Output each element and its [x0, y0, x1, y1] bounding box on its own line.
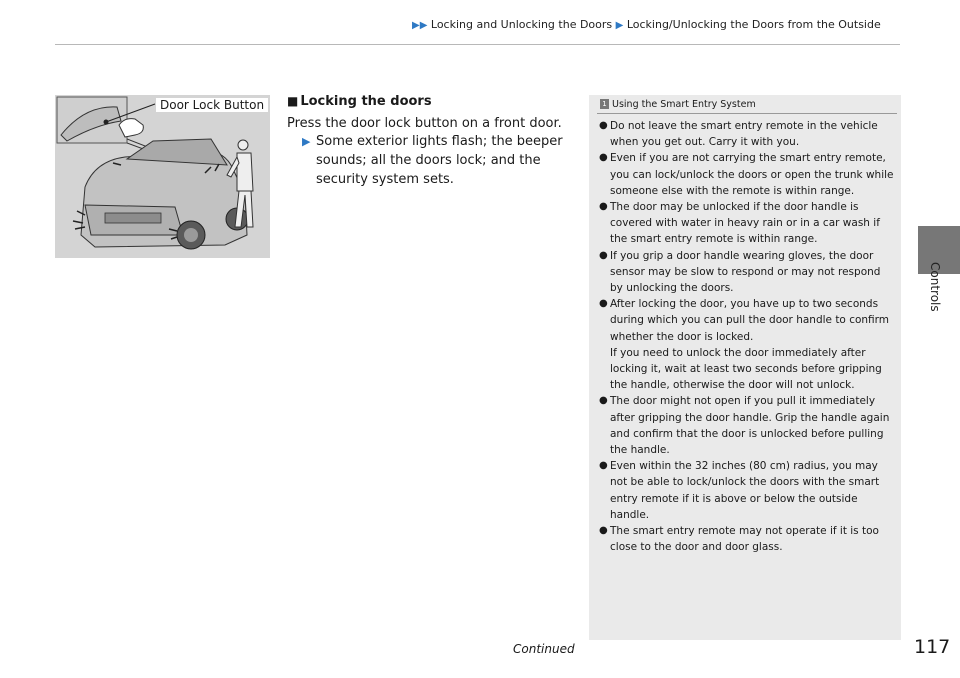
callout-door-lock-button: Door Lock Button	[156, 98, 268, 112]
breadcrumb	[412, 18, 881, 31]
bullet-icon: ●	[599, 525, 608, 537]
bullet-icon: ●	[599, 298, 608, 310]
sidebar-note-list	[598, 118, 896, 555]
list-item: ● If you grip a door handle wearing gloves, the door sensor may be slow to respond or may not respond by unlocking the doors.	[599, 249, 881, 295]
sidebar-divider	[597, 113, 897, 114]
result-text: Some exterior lights flash; the beeper sounds; all the doors lock; and the security system sets.	[316, 134, 563, 187]
bullet-icon: ●	[599, 201, 608, 213]
arrow-icon: ▶	[615, 20, 624, 31]
instruction-text: Press the door lock button on a front door.	[287, 116, 562, 131]
sidebar-title-text: Using the Smart Entry System	[612, 99, 756, 110]
page-number: 117	[914, 636, 951, 658]
list-item: ● The smart entry remote may not operate if it is too close to the door and door glass.	[599, 525, 879, 554]
square-bullet-icon: ■	[287, 94, 299, 108]
list-item: ● The door may be unlocked if the door handle is covered with water in heavy rain or in a car wash if the smart entry remote is within range.	[599, 201, 880, 246]
section-heading	[287, 94, 432, 109]
breadcrumb-item-locking-unlocking[interactable]: Locking and Unlocking the Doors	[430, 18, 613, 31]
bullet-icon: ●	[599, 249, 608, 261]
header-divider	[55, 44, 900, 45]
bullet-icon: ●	[599, 120, 608, 131]
list-item: ● Even within the 32 inches (80 cm) radius, you may not be able to lock/unlock the doors with the smart entry remote if it is above or below the outside handle.	[599, 460, 880, 521]
sidebar-title	[600, 99, 756, 110]
bullet-icon: ●	[599, 460, 608, 472]
bullet-icon: ●	[599, 152, 608, 164]
vehicle-illustration	[55, 95, 270, 258]
breadcrumb-item-from-outside[interactable]: Locking/Unlocking the Doors from the Outside	[626, 18, 881, 31]
continued-label: Continued	[513, 642, 575, 656]
section-heading-text: Locking the doors	[300, 94, 432, 109]
list-item: ● After locking the door, you have up to two seconds during which you can pull the door handle to confirm whether the door is locked. If you need to unlock the door immediately after locking it, wait at least two seconds before gripping the handle, otherwise the door will not unlock.	[598, 296, 896, 393]
result-text-block	[300, 132, 570, 189]
list-item: ● Do not leave the smart entry remote in the vehicle when you get out. Carry it with you.	[599, 120, 878, 149]
illustration-door-lock	[55, 95, 270, 258]
double-arrow-icon: ▶▶	[412, 20, 428, 31]
result-arrow-icon: ▶	[302, 135, 311, 148]
side-tab-text: Controls	[928, 262, 942, 312]
list-item: ● The door might not open if you pull it immediately after gripping the door handle. Grip the handle again and confirm that the door is unlocked before pulling the handle.	[599, 395, 890, 457]
sidebar-number-badge: 1	[600, 99, 609, 109]
list-item-continuation: If you need to unlock the door immediately after locking it, wait at least two seconds before gripping the handle, otherwise the door will not unlock.	[610, 346, 882, 392]
bullet-icon: ●	[599, 395, 608, 407]
list-item: ● Even if you are not carrying the smart entry remote, you can lock/unlock the doors or open the trunk while someone else with the remote is within range.	[599, 152, 894, 197]
side-tab-label	[920, 262, 960, 322]
